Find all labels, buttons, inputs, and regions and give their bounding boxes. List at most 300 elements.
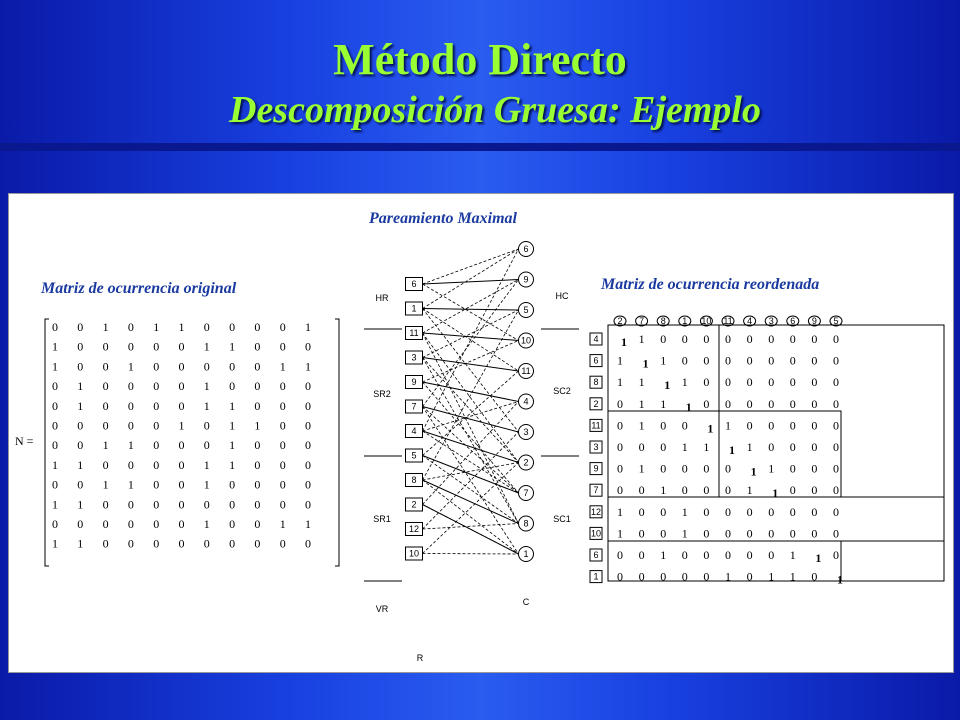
- matching-edge-dashed: [423, 524, 519, 530]
- reordered-matrix-cell: 0: [811, 375, 818, 390]
- row-header-label: 4: [593, 334, 599, 344]
- reordered-matrix-cell: 1: [638, 332, 645, 346]
- block-sr2-sc2: [719, 411, 841, 497]
- original-matrix-cell: 0: [178, 359, 185, 374]
- original-matrix-cell: 0: [102, 497, 109, 512]
- left-node-label: 2: [411, 499, 417, 510]
- original-matrix-cell: 1: [305, 359, 311, 374]
- row-header-label: 1: [593, 571, 599, 582]
- original-matrix-cell: 1: [52, 457, 58, 472]
- reordered-matrix-cell: 0: [703, 483, 710, 498]
- original-matrix-cell: 0: [254, 379, 261, 394]
- original-matrix-cell: 0: [153, 457, 160, 472]
- reordered-matrix-cell: 0: [703, 461, 710, 476]
- reordered-matrix-cell: 1: [772, 486, 779, 501]
- reordered-matrix-cell: 1: [681, 526, 688, 541]
- matching-edge-dashed: [423, 309, 519, 433]
- original-matrix-cell: 0: [102, 398, 109, 413]
- left-group-label: HR: [375, 293, 389, 303]
- right-group-label: SC2: [553, 386, 571, 396]
- right-axis-label: C: [522, 597, 530, 607]
- original-matrix-cell: 0: [52, 438, 58, 453]
- reordered-matrix-cell: 0: [811, 332, 818, 346]
- original-matrix-cell: 1: [127, 359, 134, 374]
- left-node-label: 8: [411, 475, 417, 485]
- original-matrix-cell: 1: [229, 398, 236, 413]
- reordered-matrix-cell: 0: [833, 526, 839, 541]
- left-node-label: 11: [409, 328, 419, 338]
- original-matrix-cell: 0: [127, 398, 134, 413]
- reordered-matrix-cell: 0: [703, 569, 710, 584]
- original-matrix-cell: 0: [203, 320, 210, 334]
- matching-edge-dashed: [423, 249, 519, 431]
- left-node-label: 7: [411, 401, 417, 412]
- reordered-matrix-cell: 0: [638, 548, 645, 562]
- original-matrix-cell: 0: [203, 359, 210, 374]
- original-matrix-cell: 1: [127, 438, 134, 453]
- original-matrix-cell: 0: [77, 477, 84, 492]
- original-matrix-cell: 0: [77, 339, 84, 354]
- original-matrix-cell: 1: [77, 379, 84, 394]
- reordered-matrix-cell: 1: [707, 421, 714, 436]
- reordered-matrix-cell: 0: [811, 418, 818, 433]
- original-matrix-cell: 0: [153, 398, 160, 413]
- reordered-matrix-cell: 0: [703, 504, 710, 519]
- right-node-label: 10: [520, 335, 532, 346]
- reordered-matrix-cell: 1: [617, 353, 623, 368]
- reordered-matrix-cell: 0: [725, 504, 731, 519]
- original-matrix-cell: 0: [279, 339, 286, 354]
- original-matrix-cell: 1: [77, 398, 84, 413]
- col-header-label: 1: [682, 316, 688, 326]
- matching-edge: [423, 358, 519, 372]
- reordered-matrix-cell: 0: [833, 504, 839, 519]
- reordered-matrix-cell: 1: [638, 396, 645, 411]
- reordered-matrix-cell: 0: [768, 504, 775, 519]
- reordered-matrix-cell: 1: [789, 569, 796, 584]
- row-header-label: 11: [591, 420, 601, 431]
- original-matrix-cell: 0: [279, 438, 286, 453]
- row-header-label: 8: [593, 377, 599, 388]
- reordered-matrix-cell: 0: [617, 396, 623, 411]
- original-matrix-cell: 0: [305, 457, 311, 472]
- row-header-label: 12: [590, 506, 602, 517]
- right-node-label: 6: [523, 244, 529, 254]
- original-matrix-cell: 0: [254, 339, 261, 354]
- right-node-label: 4: [523, 396, 529, 407]
- original-matrix-cell: 0: [254, 457, 261, 472]
- reordered-matrix-cell: 1: [638, 418, 645, 433]
- original-matrix-cell: 0: [279, 398, 286, 413]
- reordered-matrix-cell: 0: [833, 440, 839, 454]
- original-matrix-cell: 1: [229, 339, 236, 354]
- original-matrix-cell: 0: [254, 497, 261, 512]
- reordered-matrix-cell: 0: [660, 332, 667, 346]
- col-header-label: 5: [833, 316, 839, 326]
- reordered-matrix-cell: 0: [703, 353, 710, 368]
- original-matrix-cell: 0: [254, 536, 261, 551]
- row-header-label: 9: [593, 463, 599, 474]
- original-matrix-cell: 0: [305, 536, 311, 551]
- matching-edge-dashed: [423, 402, 519, 432]
- reordered-matrix-cell: 0: [768, 396, 775, 411]
- reordered-matrix-cell: 0: [811, 569, 818, 584]
- matching-edge: [423, 456, 519, 494]
- reordered-matrix-cell: 0: [833, 418, 839, 433]
- col-header-label: 11: [723, 316, 733, 326]
- original-matrix-cell: 0: [127, 379, 134, 394]
- right-node-label: 1: [523, 549, 529, 559]
- matching-edge: [423, 505, 519, 555]
- matching-edge-dashed: [423, 284, 519, 341]
- original-matrix-cell: 1: [203, 457, 210, 472]
- right-group-label: SC1: [553, 514, 571, 524]
- reordered-matrix-cell: 1: [660, 548, 667, 562]
- reordered-matrix-cell: 0: [789, 440, 796, 454]
- reordered-matrix-cell: 0: [746, 418, 753, 433]
- reordered-matrix-cell: 0: [768, 526, 775, 541]
- reordered-matrix-cell: 0: [833, 396, 839, 411]
- reordered-matrix-cell: 0: [638, 483, 645, 498]
- reordered-matrix-cell: 1: [685, 399, 692, 414]
- left-node-label: 12: [408, 524, 420, 534]
- reordered-matrix-cell: 0: [660, 504, 667, 519]
- right-node-label: 9: [523, 274, 529, 285]
- original-matrix-cell: 0: [77, 438, 84, 453]
- reordered-matrix-cell: 1: [642, 356, 649, 371]
- reordered-matrix-cell: 0: [703, 375, 710, 390]
- reordered-matrix-cell: 0: [725, 353, 731, 368]
- original-matrix-cell: 0: [305, 438, 311, 453]
- original-matrix-cell: 0: [102, 536, 109, 551]
- matching-edge: [423, 309, 519, 311]
- reordered-matrix-cell: 1: [768, 461, 775, 476]
- original-matrix-cell: 0: [305, 339, 311, 354]
- reordered-matrix-cell: 0: [789, 483, 796, 498]
- row-header-label: 7: [593, 485, 599, 496]
- title-band: [0, 143, 960, 151]
- original-matrix-cell: 1: [52, 359, 58, 374]
- original-matrix-cell: 0: [77, 418, 84, 433]
- reordered-matrix-cell: 0: [811, 461, 818, 476]
- reordered-matrix-cell: 1: [815, 551, 822, 565]
- reordered-matrix-cell: 1: [617, 375, 623, 390]
- matching-edge: [423, 280, 519, 285]
- reordered-matrix-cell: 0: [725, 332, 731, 346]
- reordered-matrix-cell: 0: [681, 461, 688, 476]
- reordered-matrix-cell: 1: [660, 483, 667, 498]
- original-matrix-cell: 0: [52, 477, 58, 492]
- reordered-matrix-cell: 0: [638, 440, 645, 454]
- reordered-matrix-cell: 0: [811, 504, 818, 519]
- reordered-matrix-cell: 1: [681, 504, 688, 519]
- matching-edge-dashed: [423, 333, 519, 463]
- original-matrix-cell: 0: [229, 517, 236, 531]
- reordered-matrix-cell: 1: [660, 353, 667, 368]
- diagram-svg: [9, 194, 953, 672]
- original-matrix-cell: 0: [279, 418, 286, 433]
- original-matrix-cell: 0: [178, 497, 185, 512]
- original-matrix-cell: 1: [203, 517, 210, 531]
- reordered-matrix-cell: 0: [638, 569, 645, 584]
- original-matrix-cell: 0: [229, 379, 236, 394]
- original-matrix-cell: 0: [178, 457, 185, 472]
- original-matrix-cell: 0: [229, 477, 236, 492]
- original-matrix-cell: 0: [203, 536, 210, 551]
- matching-edge-dashed: [423, 463, 519, 481]
- reordered-matrix-cell: 0: [660, 418, 667, 433]
- right-node-label: 3: [523, 427, 529, 437]
- reordered-matrix-cell: 0: [746, 569, 753, 584]
- original-matrix-cell: 1: [229, 438, 236, 453]
- reordered-matrix-cell: 1: [664, 378, 671, 393]
- original-matrix-cell: 0: [102, 339, 109, 354]
- original-matrix-cell: 0: [279, 457, 286, 472]
- reordered-matrix-cell: 0: [746, 332, 753, 346]
- left-node-label: 5: [411, 450, 417, 461]
- left-node-label: 9: [411, 377, 417, 387]
- reordered-matrix-cell: 0: [617, 548, 623, 562]
- reordered-matrix-cell: 0: [660, 569, 667, 584]
- right-node-label: 2: [523, 457, 529, 468]
- reordered-matrix-cell: 0: [703, 526, 710, 541]
- original-matrix-cell: 0: [254, 438, 261, 453]
- original-matrix-cell: 0: [127, 320, 134, 334]
- original-matrix-cell: 0: [127, 339, 134, 354]
- original-matrix-cell: 0: [153, 497, 160, 512]
- reordered-matrix-cell: 0: [681, 353, 688, 368]
- matching-edge-dashed: [423, 280, 519, 334]
- original-matrix-cell: 1: [178, 418, 185, 433]
- original-matrix-cell: 0: [254, 517, 261, 531]
- original-matrix-label: Matriz de ocurrencia original: [41, 280, 237, 297]
- reordered-matrix-cell: 0: [681, 332, 688, 346]
- reordered-matrix-cell: 0: [703, 396, 710, 411]
- col-header-label: 7: [639, 316, 645, 326]
- original-matrix-cell: 0: [153, 536, 160, 551]
- original-matrix-cell: 1: [229, 457, 236, 472]
- matching-edge-dashed: [423, 463, 519, 554]
- reordered-matrix-cell: 0: [833, 332, 839, 346]
- left-node-label: 3: [411, 352, 417, 363]
- reordered-matrix-cell: 0: [833, 548, 839, 562]
- original-matrix-cell: 0: [77, 359, 84, 374]
- reordered-matrix-cell: 0: [811, 526, 818, 541]
- reordered-matrix-cell: 0: [768, 440, 775, 454]
- original-matrix-cell: 0: [229, 320, 236, 334]
- reordered-matrix-cell: 0: [660, 461, 667, 476]
- original-matrix-cell: 0: [305, 418, 311, 433]
- original-matrix-cell: 1: [203, 477, 210, 492]
- original-matrix-cell: 0: [178, 379, 185, 394]
- reordered-matrix-cell: 0: [768, 332, 775, 346]
- original-matrix-cell: 0: [229, 359, 236, 374]
- left-group-label: VR: [375, 604, 389, 614]
- reordered-matrix-cell: 0: [833, 353, 839, 368]
- slide-title: Método Directo: [333, 35, 627, 84]
- pareamiento-label: Pareamiento Maximal: [369, 210, 517, 227]
- original-matrix-cell: 0: [254, 477, 261, 492]
- reordered-matrix-cell: 1: [837, 572, 843, 587]
- left-group-label: SR2: [373, 389, 391, 399]
- original-matrix-cell: 0: [279, 379, 286, 394]
- original-matrix-cell: 1: [254, 418, 261, 433]
- original-matrix-cell: 0: [178, 339, 185, 354]
- reordered-outer-border: [608, 325, 944, 581]
- block-sr1: [608, 497, 944, 541]
- reordered-matrix-cell: 1: [725, 418, 731, 433]
- left-node-label: 1: [411, 303, 417, 314]
- reordered-matrix-cell: 0: [811, 353, 818, 368]
- original-matrix-cell: 0: [203, 497, 210, 512]
- col-header-label: 9: [811, 316, 817, 326]
- original-matrix-cell: 0: [178, 477, 185, 492]
- original-matrix-cell: 0: [203, 418, 210, 433]
- original-matrix-cell: 0: [305, 379, 311, 394]
- reordered-matrix-cell: 0: [725, 483, 731, 498]
- row-header-label: 10: [590, 528, 602, 539]
- reordered-matrix-cell: 0: [746, 353, 753, 368]
- original-matrix-cell: 0: [127, 517, 134, 531]
- original-matrix-cell: 0: [77, 320, 84, 334]
- reordered-matrix-cell: 1: [789, 548, 796, 562]
- original-matrix-cell: 0: [178, 438, 185, 453]
- original-matrix-cell: 0: [178, 398, 185, 413]
- reordered-matrix-cell: 1: [681, 440, 688, 454]
- block-vr: [841, 541, 944, 581]
- reordered-matrix-cell: 0: [789, 504, 796, 519]
- original-matrix-cell: 0: [153, 418, 160, 433]
- reordered-matrix-cell: 0: [638, 504, 645, 519]
- reordered-matrix-cell: 0: [660, 526, 667, 541]
- original-matrix-cell: 1: [305, 517, 311, 531]
- left-group-label: SR1: [373, 514, 391, 524]
- reordered-matrix-cell: 0: [811, 440, 818, 454]
- original-matrix-cell: 0: [305, 477, 311, 492]
- original-matrix-cell: 1: [77, 536, 84, 551]
- reordered-matrix-cell: 0: [789, 526, 796, 541]
- reordered-matrix-cell: 1: [746, 440, 753, 454]
- col-header-label: 8: [660, 316, 666, 326]
- matching-edge-dashed: [423, 554, 519, 555]
- original-matrix-cell: 1: [77, 497, 84, 512]
- reordered-matrix-cell: 1: [638, 461, 645, 476]
- reordered-matrix-cell: 0: [617, 461, 623, 476]
- n-equals-label: N =: [15, 434, 34, 448]
- reordered-matrix-cell: 0: [768, 548, 775, 562]
- original-matrix-cell: 1: [279, 359, 286, 374]
- matrix-bracket-left: [45, 319, 49, 566]
- reordered-matrix-cell: 0: [617, 440, 623, 454]
- original-matrix-cell: 0: [178, 517, 185, 531]
- reordered-matrix-cell: 0: [725, 526, 731, 541]
- reordered-matrix-cell: 0: [617, 418, 623, 433]
- reordered-matrix-cell: 0: [725, 548, 731, 562]
- reordered-matrix-cell: 0: [746, 504, 753, 519]
- original-matrix-cell: 1: [52, 497, 58, 512]
- original-matrix-cell: 0: [102, 457, 109, 472]
- original-matrix-cell: 0: [254, 359, 261, 374]
- original-matrix-cell: 0: [153, 339, 160, 354]
- reordered-matrix-cell: 0: [660, 440, 667, 454]
- original-matrix-cell: 0: [102, 517, 109, 531]
- original-matrix-cell: 1: [279, 517, 286, 531]
- reordered-matrix-cell: 0: [681, 483, 688, 498]
- reordered-matrix-cell: 1: [768, 569, 775, 584]
- original-matrix-cell: 0: [153, 438, 160, 453]
- original-matrix-cell: 1: [52, 536, 58, 551]
- reordered-matrix-label: Matriz de ocurrencia reordenada: [601, 276, 820, 293]
- original-matrix-cell: 1: [102, 438, 109, 453]
- right-node-label: 11: [521, 366, 531, 376]
- original-matrix-cell: 1: [77, 457, 84, 472]
- reordered-matrix-cell: 0: [725, 375, 731, 390]
- reordered-matrix-cell: 0: [725, 461, 731, 476]
- reordered-matrix-cell: 1: [725, 569, 731, 584]
- original-matrix-cell: 1: [127, 477, 134, 492]
- reordered-matrix-cell: 1: [703, 440, 710, 454]
- left-node-label: 4: [411, 426, 417, 436]
- original-matrix-cell: 0: [102, 418, 109, 433]
- col-header-label: 2: [617, 316, 623, 326]
- original-matrix-cell: 0: [178, 536, 185, 551]
- reordered-matrix-cell: 0: [768, 418, 775, 433]
- slide-subtitle: Descomposición Gruesa: Ejemplo: [229, 89, 761, 131]
- original-matrix-cell: 0: [52, 320, 58, 334]
- matrix-bracket-right: [335, 319, 339, 566]
- matching-edge-dashed: [423, 280, 519, 407]
- original-matrix-cell: 0: [279, 320, 286, 334]
- reordered-matrix-cell: 0: [811, 483, 818, 498]
- reordered-matrix-cell: 0: [833, 461, 839, 476]
- original-matrix-cell: 0: [153, 477, 160, 492]
- right-node-label: 8: [523, 518, 529, 529]
- original-matrix-cell: 0: [102, 379, 109, 394]
- col-header-label: 3: [768, 316, 774, 326]
- original-matrix-cell: 1: [153, 320, 160, 334]
- reordered-matrix-cell: 0: [789, 332, 796, 346]
- original-matrix-cell: 0: [279, 477, 286, 492]
- col-header-label: 6: [790, 316, 796, 326]
- reordered-matrix-cell: 0: [768, 353, 775, 368]
- left-node-label: 10: [408, 548, 420, 559]
- original-matrix-cell: 0: [52, 379, 58, 394]
- original-matrix-cell: 0: [254, 320, 261, 334]
- reordered-matrix-cell: 1: [617, 504, 623, 519]
- reordered-matrix-cell: 0: [746, 548, 753, 562]
- original-matrix-cell: 1: [52, 339, 58, 354]
- original-matrix-cell: 0: [153, 379, 160, 394]
- reordered-matrix-cell: 0: [833, 375, 839, 390]
- row-header-label: 6: [593, 550, 599, 560]
- original-matrix-cell: 0: [305, 497, 311, 512]
- reordered-matrix-cell: 0: [789, 396, 796, 411]
- reordered-matrix-cell: 0: [681, 418, 688, 433]
- reordered-matrix-cell: 0: [617, 569, 623, 584]
- matching-edge-dashed: [423, 402, 519, 505]
- original-matrix-cell: 0: [127, 457, 134, 472]
- reordered-matrix-cell: 1: [638, 375, 645, 390]
- reordered-matrix-cell: 0: [681, 569, 688, 584]
- content-panel: [8, 193, 954, 673]
- original-matrix-cell: 1: [203, 379, 210, 394]
- original-matrix-cell: 0: [52, 418, 58, 433]
- reordered-matrix-cell: 0: [638, 526, 645, 541]
- reordered-matrix-cell: 0: [746, 375, 753, 390]
- reordered-matrix-cell: 1: [729, 443, 735, 457]
- matching-edge-dashed: [423, 310, 519, 480]
- reordered-matrix-cell: 0: [725, 396, 731, 411]
